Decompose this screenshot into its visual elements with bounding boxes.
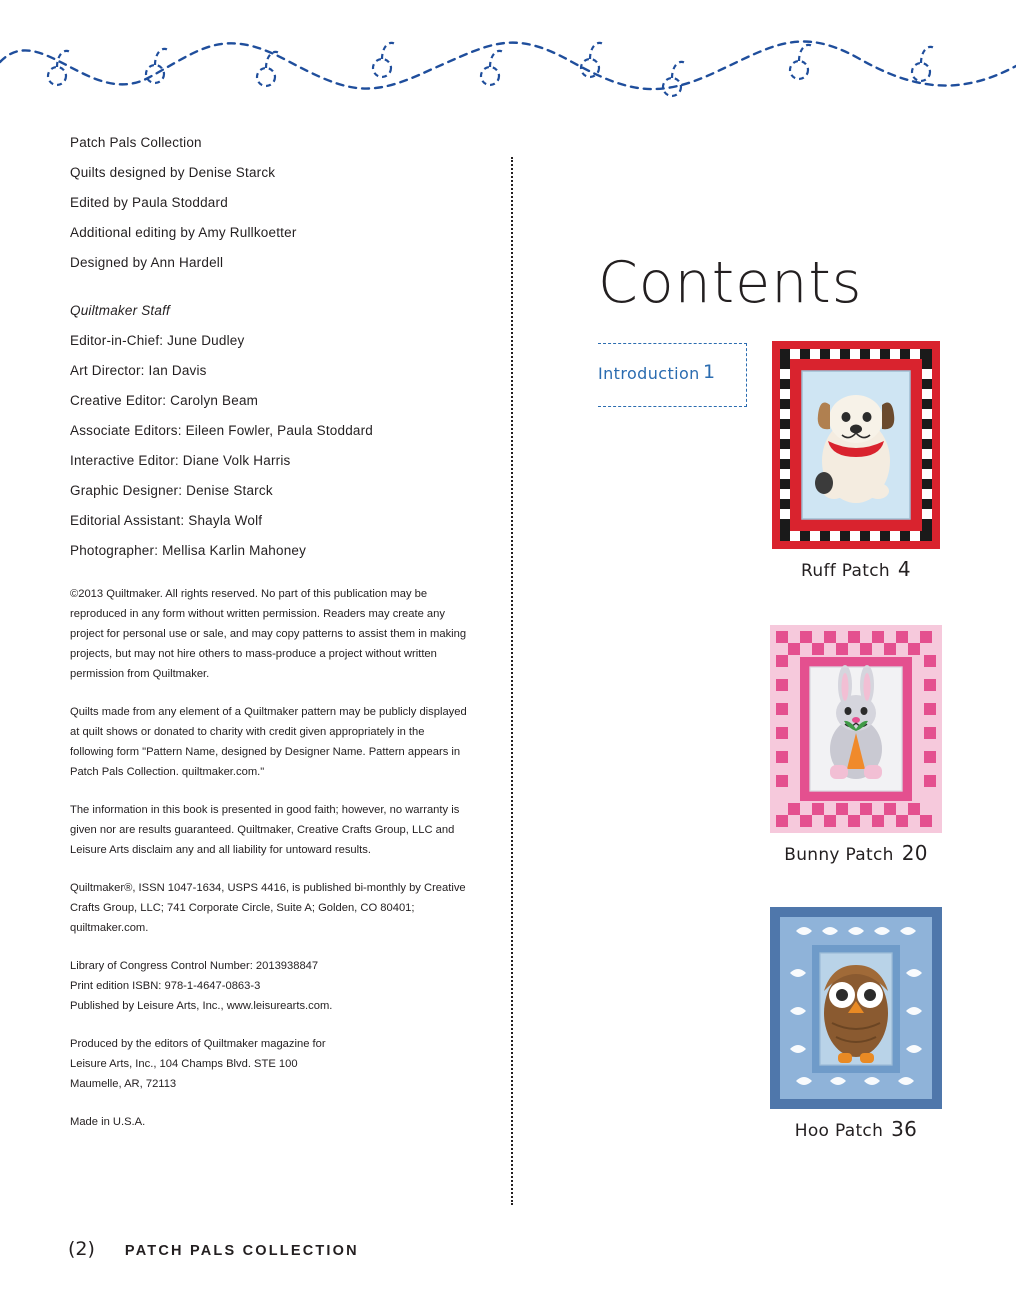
loc-line-1: Library of Congress Control Number: 2013938847 [70, 960, 319, 972]
dog-quilt-image [772, 341, 940, 549]
loc-line-3: Published by Leisure Arts, Inc., www.leisurearts.com. [70, 1000, 333, 1012]
owl-quilt-image [770, 907, 942, 1109]
credit-line: Patch Pals Collection [70, 135, 202, 150]
decorative-top-border [0, 0, 1016, 120]
display-rights-paragraph: Quilts made from any element of a Quiltmaker pattern may be publicly displayed at quilt shows or donated to charity with credit given appropriately in the following form "Pattern Name, designed by Designer Name. Pattern appears in Patch Pals Collection. quiltmaker.com." [70, 706, 467, 778]
staff-heading: Quiltmaker Staff [70, 303, 170, 318]
producer-line-3: Maumelle, AR, 72113 [70, 1078, 177, 1090]
producer-line-1: Produced by the editors of Quiltmaker magazine for [70, 1038, 326, 1050]
staff-line: Graphic Designer: Denise Starck [70, 483, 273, 498]
credit-line: Designed by Ann Hardell [70, 255, 224, 270]
toc-entry-name: Ruff Patch [801, 561, 890, 581]
toc-entry-page: 4 [897, 557, 911, 581]
toc-caption [772, 557, 940, 581]
page-footer [68, 1238, 359, 1260]
toc-entry-name: Bunny Patch [784, 845, 894, 865]
toc-entry-ruff-patch[interactable] [772, 341, 940, 581]
column-divider [511, 157, 515, 1205]
page-title: Contents [598, 250, 863, 316]
staff-line: Interactive Editor: Diane Volk Harris [70, 453, 291, 468]
staff-line: Associate Editors: Eileen Fowler, Paula Stoddard [70, 423, 374, 438]
bunny-quilt-image [770, 625, 942, 833]
toc-entry-bunny-patch[interactable] [770, 625, 942, 865]
toc-entry-name: Hoo Patch [794, 1121, 884, 1141]
staff-line: Art Director: Ian Davis [70, 363, 207, 378]
spacer [70, 278, 470, 296]
credit-line: Edited by Paula Stoddard [70, 195, 228, 210]
staff-line: Photographer: Mellisa Karlin Mahoney [70, 543, 307, 558]
loc-line-2: Print edition ISBN: 978-1-4647-0863-3 [70, 980, 261, 992]
toc-entry-hoo-patch[interactable] [770, 907, 942, 1141]
toc-page-introduction: 1 [703, 361, 716, 383]
footer-book-title: PATCH PALS COLLECTION [124, 1243, 359, 1259]
staff-line: Creative Editor: Carolyn Beam [70, 393, 259, 408]
copyright-paragraph: ©2013 Quiltmaker. All rights reserved. No part of this publication may be reproduced in any form without written permission. Readers may create any project for personal use or sale, and may copy patterns to assist them in making projects, but may not hire others to mass-produce a project without written permission from Quiltmaker. [70, 588, 467, 680]
toc-caption [770, 1117, 942, 1141]
toc-entry-page: 20 [901, 841, 928, 865]
credit-line: Quilts designed by Denise Starck [70, 165, 276, 180]
colophon-column [70, 128, 470, 1150]
producer-line-2: Leisure Arts, Inc., 104 Champs Blvd. STE 100 [70, 1058, 298, 1070]
toc-item-introduction[interactable]: Introduction [598, 364, 700, 383]
toc-entry-page: 36 [891, 1117, 918, 1141]
staff-line: Editorial Assistant: Shayla Wolf [70, 513, 263, 528]
legal-text-block [70, 584, 470, 1132]
credit-line: Additional editing by Amy Rullkoetter [70, 225, 297, 240]
made-in-usa: Made in U.S.A. [70, 1116, 146, 1128]
staff-line: Editor-in-Chief: June Dudley [70, 333, 245, 348]
footer-page-number: (2) [68, 1238, 95, 1260]
warranty-paragraph: The information in this book is presented in good faith; however, no warranty is given nor are results guaranteed. Quiltmaker, Creative Crafts Group, LLC and Leisure Arts disclaim any and all liability for untoward results. [70, 804, 460, 856]
toc-caption [770, 841, 942, 865]
issn-paragraph: Quiltmaker®, ISSN 1047-1634, USPS 4416, is published bi-monthly by Creative Crafts Group, LLC; 741 Corporate Circle, Suite A; Golden, CO 80401; quiltmaker.com. [70, 882, 466, 934]
